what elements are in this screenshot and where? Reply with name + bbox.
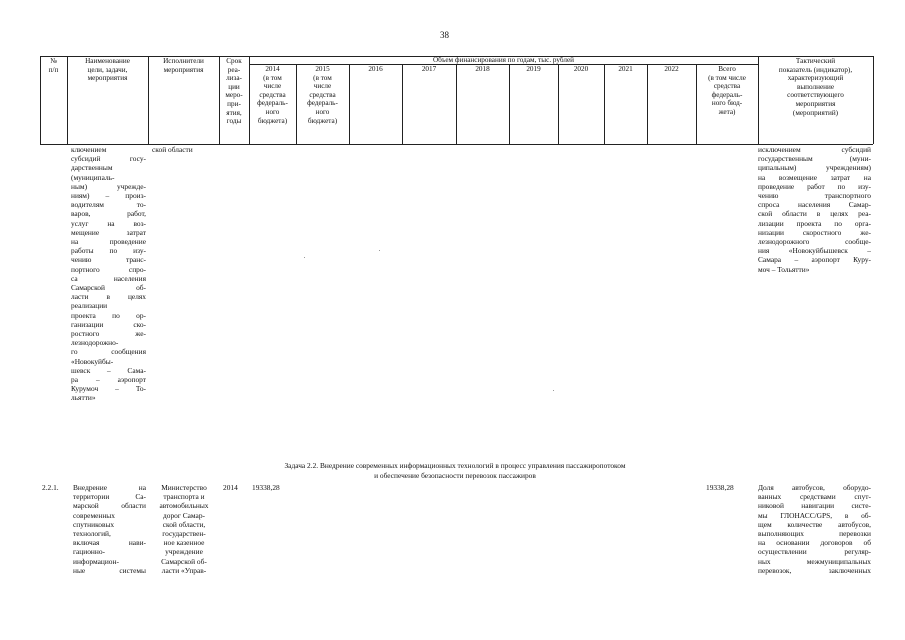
text-line: включая нави-: [73, 538, 146, 548]
text-line: спутниковых: [73, 519, 115, 529]
text-line: Курумоч – То-: [71, 384, 146, 394]
text-line: са населения: [71, 273, 146, 283]
task-heading-line: Задача 2.2. Внедрение современных информационных технологий в процесс управления пассажиропотоком: [284, 461, 626, 470]
header-2019: 2019: [526, 65, 541, 73]
continued-name-cell: [71, 145, 146, 403]
text-line: выполняющих перевозки: [758, 529, 871, 539]
text-line: учреждение: [165, 547, 203, 557]
text-line: работы по изу-: [71, 246, 146, 256]
text-line: чению транс-: [71, 255, 146, 265]
text-line: осуществлении регуляр-: [758, 547, 871, 557]
text-line: субсидий госу-: [71, 154, 146, 164]
header-total: Всего (в том числе средства федераль- ного бюд- жета): [708, 65, 746, 116]
text-line: территории Са-: [73, 492, 146, 502]
scan-speck: [304, 257, 305, 258]
text-line: ным) учрежде-: [71, 181, 146, 191]
text-line: ниям) – произ-: [71, 191, 146, 201]
text-line: государствен-: [162, 529, 206, 539]
header-executors: Исполнители мероприятия: [163, 57, 204, 74]
header-2018: 2018: [475, 65, 490, 73]
row-number: 2.2.1.: [42, 483, 59, 492]
text-line: дорог Самар-: [163, 510, 205, 520]
row-executors-cell: [148, 483, 220, 575]
header-2020: 2020: [573, 65, 589, 73]
header-term: Срок реа- лиза- ции меро- при- ятия, годы: [225, 57, 243, 126]
header-indicator: Тактический показатель (индикатор), характеризующий выполнение соответствующего мероприятия (мероприятий): [778, 57, 853, 117]
text-line: лезнодорожного сообще-: [758, 237, 871, 247]
scan-speck: [379, 250, 380, 251]
divider-2021-2022: [647, 64, 648, 144]
text-line: автомобильных: [159, 501, 209, 511]
divider-2020-2021: [604, 64, 605, 144]
text-line: варов, работ,: [71, 209, 146, 219]
text-line: никовой навигации систе-: [758, 501, 871, 511]
text-line: Доля автобусов, оборудо-: [758, 483, 871, 492]
text-line: Самара – аэропорт Куру-: [758, 255, 871, 265]
text-line: «Новокуйбы-: [71, 356, 114, 366]
header-num: № п/п: [48, 57, 59, 74]
row-total-value: 19338,28: [706, 483, 734, 492]
text-line: ключением: [71, 145, 107, 154]
text-line: Самарской об-: [161, 556, 207, 566]
scan-speck: [553, 390, 554, 391]
divider-2016-2017: [402, 64, 403, 144]
text-line: Внедрение на: [73, 483, 146, 492]
divider-2018-2019: [509, 64, 510, 144]
text-line: ные системы: [73, 565, 146, 575]
text-line: на проведение: [71, 237, 146, 247]
text-line: (муниципаль-: [71, 172, 115, 182]
text-line: ласти в целях: [71, 292, 146, 302]
divider-2015-2016: [349, 64, 350, 144]
header-2016: 2016: [368, 65, 383, 73]
text-line: на основании договоров об: [758, 538, 871, 548]
continued-indicator-cell: [758, 145, 871, 274]
divider-2019-2020: [558, 64, 559, 144]
text-line: водителям то-: [71, 200, 146, 210]
header-2021: 2021: [618, 65, 633, 73]
header-2015: 2015 (в том числе средства федераль- ного бюджета): [307, 65, 338, 125]
continued-executors-cell: [152, 145, 218, 154]
task-heading-line: и обеспечение безопасности перевозок пассажиров: [374, 470, 536, 480]
text-line: реализации: [71, 301, 108, 311]
text-line: современных: [73, 510, 115, 520]
text-line: го сообщения: [71, 347, 146, 357]
text-line: мы ГЛОНАСС/GPS, в об-: [758, 510, 871, 520]
row-2014-value: 19338,28: [252, 483, 280, 492]
text-line: мещение затрат: [71, 227, 146, 237]
text-line: технологий,: [73, 529, 111, 539]
text-line: Министерство: [161, 483, 207, 492]
header-name: Наименование цели, задачи, мероприятия: [85, 57, 130, 83]
page-number: 38: [440, 30, 449, 40]
text-line: ных межмуниципальных: [758, 556, 871, 566]
text-line: ласти «Управ-: [161, 565, 207, 575]
text-line: ципальным) учреждениям): [758, 163, 871, 173]
text-line: проведение работ по изу-: [758, 181, 871, 191]
text-line: ской области: [152, 145, 193, 154]
text-line: ванных средствами спут-: [758, 492, 871, 502]
header-funding-title: Объем финансирования по годам, тыс. рублей: [432, 56, 575, 64]
row-term-cell: 2014: [223, 483, 238, 492]
text-line: Самарской об-: [71, 283, 146, 293]
text-line: ростного же-: [71, 329, 146, 339]
text-line: гационно-: [73, 547, 105, 557]
text-line: лезнодорожно-: [71, 338, 119, 348]
row-indicator-cell: [758, 483, 871, 575]
text-line: ное казенное: [163, 538, 205, 548]
header-2017: 2017: [421, 65, 437, 73]
text-line: ганизации ско-: [71, 319, 146, 329]
text-line: спроса населения Самар-: [758, 200, 871, 210]
text-line: ния «Новокуйбышевск –: [758, 246, 871, 256]
text-line: государственным (муни-: [758, 154, 871, 164]
text-line: дарственным: [71, 163, 113, 173]
text-line: перевозок, заключенных: [758, 565, 871, 575]
text-line: ра – аэропорт: [71, 375, 146, 385]
row-name-cell: [73, 483, 146, 575]
table-right-border: [873, 56, 874, 144]
text-line: чению транспортного: [758, 191, 871, 201]
text-line: низации скоростного же-: [758, 227, 871, 237]
header-2014: 2014 (в том числе средства федераль- ного бюджета): [257, 65, 288, 125]
text-line: услуг на воз-: [71, 218, 146, 228]
task-heading: [150, 461, 760, 480]
text-line: марской области: [73, 501, 146, 511]
text-line: проекта по ор-: [71, 310, 146, 320]
text-line: щем количестве автобусов,: [758, 519, 871, 529]
text-line: шевск – Сама-: [71, 365, 146, 375]
text-line: на возмещение затрат на: [758, 172, 871, 182]
text-line: лизации проекта по орга-: [758, 218, 871, 228]
text-line: исключением субсидий: [758, 145, 871, 154]
text-line: информацион-: [73, 556, 119, 566]
text-line: моч – Тольятти»: [758, 264, 810, 274]
text-line: ской области в целях реа-: [758, 209, 871, 219]
text-line: портного спро-: [71, 264, 146, 274]
text-line: транспорта и: [163, 492, 205, 502]
header-2022: 2022: [664, 65, 679, 73]
text-line: ской области,: [162, 519, 206, 529]
text-line: льятти»: [71, 393, 96, 403]
divider-2017-2018: [456, 64, 457, 144]
